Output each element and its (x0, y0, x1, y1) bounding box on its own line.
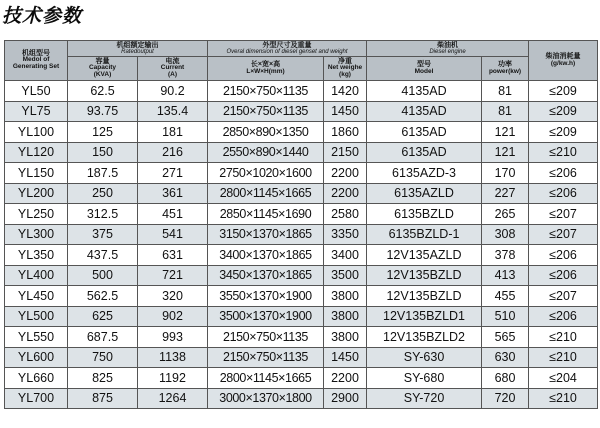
cell-power: 720 (482, 388, 529, 409)
cell-power: 413 (482, 265, 529, 286)
cell-dims: 3000×1370×1800 (208, 388, 324, 409)
cell-current: 631 (138, 245, 208, 266)
cell-model: YL75 (5, 101, 68, 122)
cell-dims: 2150×750×1135 (208, 347, 324, 368)
cell-power: 510 (482, 306, 529, 327)
cell-engine: SY-630 (367, 347, 482, 368)
cell-model: YL450 (5, 286, 68, 307)
cell-weight: 1420 (324, 81, 367, 102)
cell-fuel: ≤206 (529, 245, 598, 266)
cell-weight: 1450 (324, 347, 367, 368)
cell-fuel: ≤210 (529, 388, 598, 409)
header-engine: 柴油机 Diesel engine (367, 41, 529, 57)
cell-dims: 2150×750×1135 (208, 327, 324, 348)
header-power: 功率 power(kw) (482, 57, 529, 81)
cell-engine: 12V135AZLD (367, 245, 482, 266)
cell-engine: 4135AD (367, 81, 482, 102)
page-title: 技术参数 (2, 5, 83, 27)
cell-power: 81 (482, 101, 529, 122)
cell-engine: 4135AD (367, 101, 482, 122)
cell-power: 455 (482, 286, 529, 307)
table-row (5, 368, 598, 389)
cell-current: 902 (138, 306, 208, 327)
header-model: 机组型号 Medol of Generating Set (5, 41, 68, 81)
cell-current: 320 (138, 286, 208, 307)
table-row (5, 142, 598, 163)
table-row (5, 265, 598, 286)
cell-weight: 2580 (324, 204, 367, 225)
table-row (5, 81, 598, 102)
cell-capacity: 562.5 (68, 286, 138, 307)
cell-model: YL50 (5, 81, 68, 102)
table-row (5, 306, 598, 327)
cell-engine: SY-720 (367, 388, 482, 409)
cell-power: 227 (482, 183, 529, 204)
table-row (5, 183, 598, 204)
cell-engine: 6135BZLD-1 (367, 224, 482, 245)
cell-dims: 2800×1145×1665 (208, 183, 324, 204)
cell-weight: 2200 (324, 183, 367, 204)
cell-current: 541 (138, 224, 208, 245)
cell-model: YL120 (5, 142, 68, 163)
cell-weight: 1860 (324, 122, 367, 143)
cell-fuel: ≤206 (529, 265, 598, 286)
cell-engine: 6135AD (367, 122, 482, 143)
header-current: 电流 Current (A) (138, 57, 208, 81)
cell-weight: 3800 (324, 327, 367, 348)
cell-power: 121 (482, 142, 529, 163)
cell-fuel: ≤206 (529, 163, 598, 184)
cell-fuel: ≤204 (529, 368, 598, 389)
cell-current: 1138 (138, 347, 208, 368)
cell-weight: 3500 (324, 265, 367, 286)
cell-engine: SY-680 (367, 368, 482, 389)
cell-capacity: 750 (68, 347, 138, 368)
cell-dims: 2150×750×1135 (208, 81, 324, 102)
cell-capacity: 312.5 (68, 204, 138, 225)
table-row (5, 163, 598, 184)
table-header (5, 41, 598, 81)
cell-engine: 12V135BZLD2 (367, 327, 482, 348)
cell-weight: 2900 (324, 388, 367, 409)
header-overall: 外型尺寸及重量 Overal dimension of diesel genset and weight (208, 41, 367, 57)
table-row (5, 286, 598, 307)
cell-power: 378 (482, 245, 529, 266)
cell-capacity: 437.5 (68, 245, 138, 266)
cell-model: YL500 (5, 306, 68, 327)
cell-fuel: ≤210 (529, 347, 598, 368)
cell-dims: 2750×1020×1600 (208, 163, 324, 184)
table-row (5, 224, 598, 245)
cell-dims: 2800×1145×1665 (208, 368, 324, 389)
cell-model: YL300 (5, 224, 68, 245)
cell-capacity: 825 (68, 368, 138, 389)
cell-capacity: 93.75 (68, 101, 138, 122)
cell-capacity: 875 (68, 388, 138, 409)
cell-power: 121 (482, 122, 529, 143)
cell-model: YL400 (5, 265, 68, 286)
cell-fuel: ≤206 (529, 306, 598, 327)
cell-model: YL550 (5, 327, 68, 348)
header-dims: 长×宽×高 L×W×H(mm) (208, 57, 324, 81)
header-rated-output: 机组额定输出 Ratedoutput (68, 41, 208, 57)
cell-current: 721 (138, 265, 208, 286)
header-fuel: 柴油消耗量 (g/kw.h) (529, 41, 598, 81)
cell-model: YL660 (5, 368, 68, 389)
cell-capacity: 250 (68, 183, 138, 204)
cell-power: 630 (482, 347, 529, 368)
cell-capacity: 625 (68, 306, 138, 327)
table-row (5, 204, 598, 225)
cell-current: 1264 (138, 388, 208, 409)
cell-fuel: ≤210 (529, 327, 598, 348)
cell-engine: 12V135BZLD1 (367, 306, 482, 327)
cell-model: YL150 (5, 163, 68, 184)
cell-current: 271 (138, 163, 208, 184)
cell-fuel: ≤207 (529, 204, 598, 225)
cell-current: 361 (138, 183, 208, 204)
cell-weight: 2200 (324, 368, 367, 389)
cell-current: 451 (138, 204, 208, 225)
cell-dims: 2150×750×1135 (208, 101, 324, 122)
cell-fuel: ≤210 (529, 142, 598, 163)
cell-fuel: ≤206 (529, 183, 598, 204)
cell-weight: 3350 (324, 224, 367, 245)
cell-current: 993 (138, 327, 208, 348)
cell-power: 308 (482, 224, 529, 245)
cell-capacity: 687.5 (68, 327, 138, 348)
header-capacity: 容量 Capacity (KVA) (68, 57, 138, 81)
cell-power: 81 (482, 81, 529, 102)
cell-weight: 2150 (324, 142, 367, 163)
cell-weight: 1450 (324, 101, 367, 122)
cell-capacity: 187.5 (68, 163, 138, 184)
cell-power: 265 (482, 204, 529, 225)
cell-model: YL700 (5, 388, 68, 409)
cell-current: 181 (138, 122, 208, 143)
cell-engine: 6135AD (367, 142, 482, 163)
cell-current: 216 (138, 142, 208, 163)
cell-capacity: 62.5 (68, 81, 138, 102)
cell-fuel: ≤209 (529, 101, 598, 122)
cell-weight: 3400 (324, 245, 367, 266)
cell-engine: 12V135BZLD (367, 286, 482, 307)
spec-table (4, 40, 598, 409)
cell-current: 1192 (138, 368, 208, 389)
cell-engine: 6135BZLD (367, 204, 482, 225)
cell-dims: 3400×1370×1865 (208, 245, 324, 266)
cell-model: YL100 (5, 122, 68, 143)
header-weight: 净重 Net weighe (kg) (324, 57, 367, 81)
table-row (5, 245, 598, 266)
cell-capacity: 500 (68, 265, 138, 286)
cell-capacity: 125 (68, 122, 138, 143)
cell-dims: 3450×1370×1865 (208, 265, 324, 286)
header-engine-model: 型号 Model (367, 57, 482, 81)
cell-weight: 3800 (324, 306, 367, 327)
table-row (5, 347, 598, 368)
table-row (5, 122, 598, 143)
cell-weight: 2200 (324, 163, 367, 184)
cell-weight: 3800 (324, 286, 367, 307)
table-row (5, 101, 598, 122)
cell-fuel: ≤209 (529, 122, 598, 143)
cell-power: 680 (482, 368, 529, 389)
table-body (5, 81, 598, 409)
cell-engine: 12V135BZLD (367, 265, 482, 286)
cell-dims: 2550×890×1440 (208, 142, 324, 163)
cell-dims: 3500×1370×1900 (208, 306, 324, 327)
cell-model: YL600 (5, 347, 68, 368)
cell-fuel: ≤209 (529, 81, 598, 102)
table-row (5, 388, 598, 409)
cell-dims: 3550×1370×1900 (208, 286, 324, 307)
cell-model: YL350 (5, 245, 68, 266)
cell-current: 135.4 (138, 101, 208, 122)
cell-current: 90.2 (138, 81, 208, 102)
cell-capacity: 150 (68, 142, 138, 163)
cell-dims: 3150×1370×1865 (208, 224, 324, 245)
cell-engine: 6135AZLD (367, 183, 482, 204)
cell-fuel: ≤207 (529, 286, 598, 307)
cell-dims: 2850×1145×1690 (208, 204, 324, 225)
cell-dims: 2850×890×1350 (208, 122, 324, 143)
cell-power: 170 (482, 163, 529, 184)
table-row (5, 327, 598, 348)
cell-engine: 6135AZD-3 (367, 163, 482, 184)
cell-model: YL250 (5, 204, 68, 225)
cell-capacity: 375 (68, 224, 138, 245)
cell-power: 565 (482, 327, 529, 348)
cell-model: YL200 (5, 183, 68, 204)
cell-fuel: ≤207 (529, 224, 598, 245)
